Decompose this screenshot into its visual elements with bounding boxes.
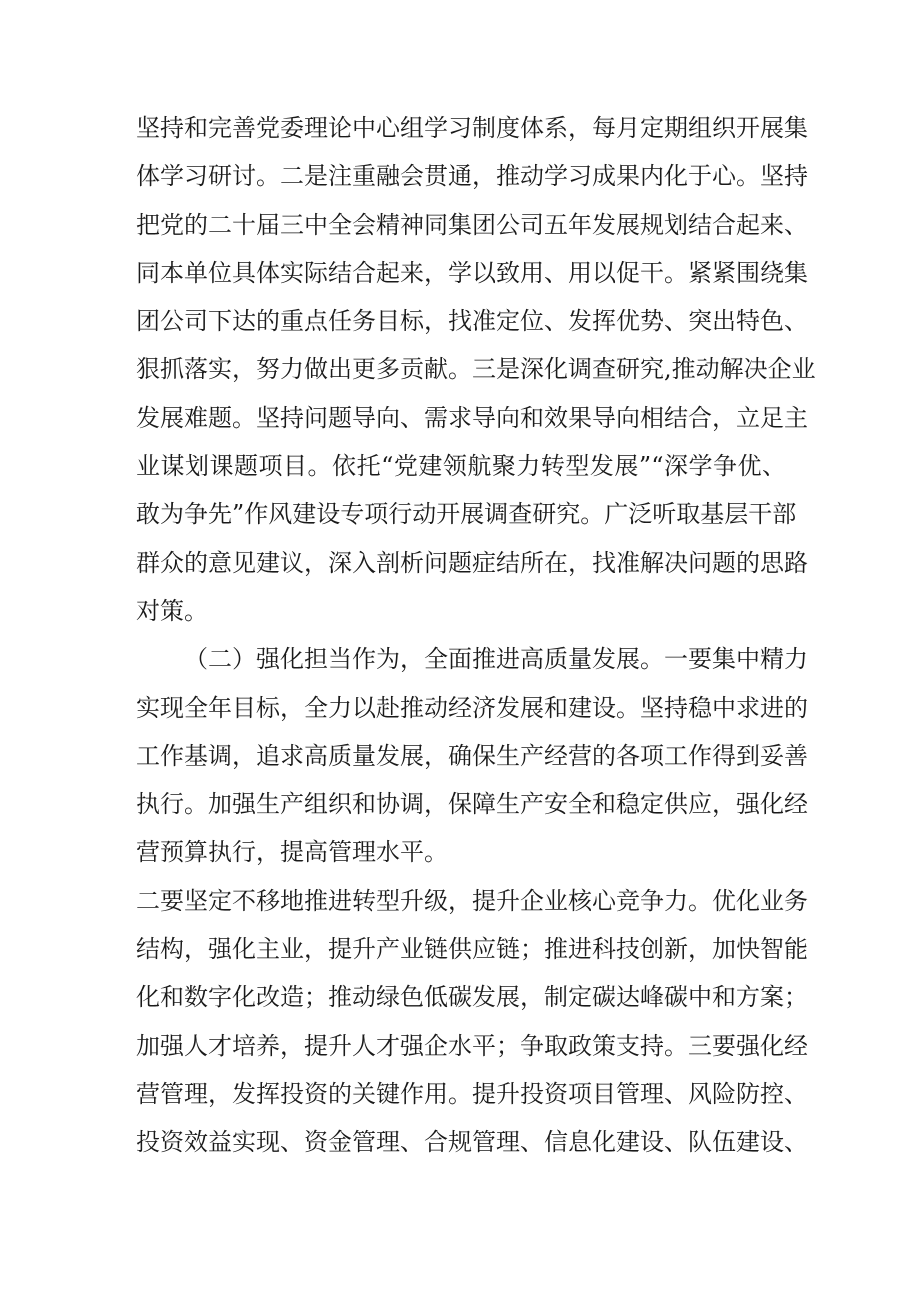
text-line: 执行。加强生产组织和协调，保障生产安全和稳定供应，强化经 (136, 790, 808, 819)
text-line: 结构，强化主业，提升产业链供应链；推进科技创新，加快智能 (136, 935, 808, 964)
paragraph-3 (136, 877, 808, 1167)
text-line: （二）强化担当作为，全面推进高质量发展。一要集中精力 (184, 645, 808, 674)
paragraph-1 (136, 104, 816, 635)
text-line: 把党的二十届三中全会精神同集团公司五年发展规划结合起来、 (136, 210, 808, 239)
text-line: 敢为争先”作风建设专项行动开展调查研究。广泛听取基层干部 (136, 500, 797, 529)
text-line: 坚持和完善党委理论中心组学习制度体系，每月定期组织开展集 (136, 114, 808, 142)
text-line: 同本单位具体实际结合起来，学以致用、用以促干。紧紧围绕集 (136, 258, 808, 287)
paragraph-2 (136, 635, 808, 876)
text-line: 狠抓落实，努力做出更多贡献。三是深化调查研究,推动解决企业 (136, 355, 816, 384)
text-line: 投资效益实现、资金管理、合规管理、信息化建设、队伍建设、 (136, 1128, 808, 1157)
text-line: 化和数字化改造；推动绿色低碳发展，制定碳达峰碳中和方案； (136, 983, 808, 1012)
text-line: 工作基调，追求高质量发展，确保生产经营的各项工作得到妥善 (136, 741, 808, 770)
text-line: 对策。 (136, 596, 208, 625)
text-line: 体学习研讨。二是注重融会贯通，推动学习成果内化于心。坚持 (136, 162, 808, 191)
text-line: 群众的意见建议，深入剖析问题症结所在，找准解决问题的思路 (136, 548, 808, 577)
text-line: 营预算执行，提高管理水平。 (136, 838, 448, 867)
text-line: 加强人才培养，提升人才强企水平；争取政策支持。三要强化经 (136, 1031, 808, 1060)
text-line: 营管理，发挥投资的关键作用。提升投资项目管理、风险防控、 (136, 1079, 808, 1108)
text-line: 实现全年目标，全力以赴推动经济发展和建设。坚持稳中求进的 (136, 693, 808, 722)
text-line: 业谋划课题项目。依托“党建领航聚力转型发展”“深学争优、 (136, 452, 786, 481)
text-line: 发展难题。坚持问题导向、需求导向和效果导向相结合，立足主 (136, 403, 808, 432)
text-line: 团公司下达的重点任务目标，找准定位、发挥优势、突出特色、 (136, 307, 808, 336)
text-line: 二要坚定不移地推进转型升级，提升企业核心竞争力。优化业务 (136, 886, 808, 915)
document-body (136, 104, 816, 1167)
